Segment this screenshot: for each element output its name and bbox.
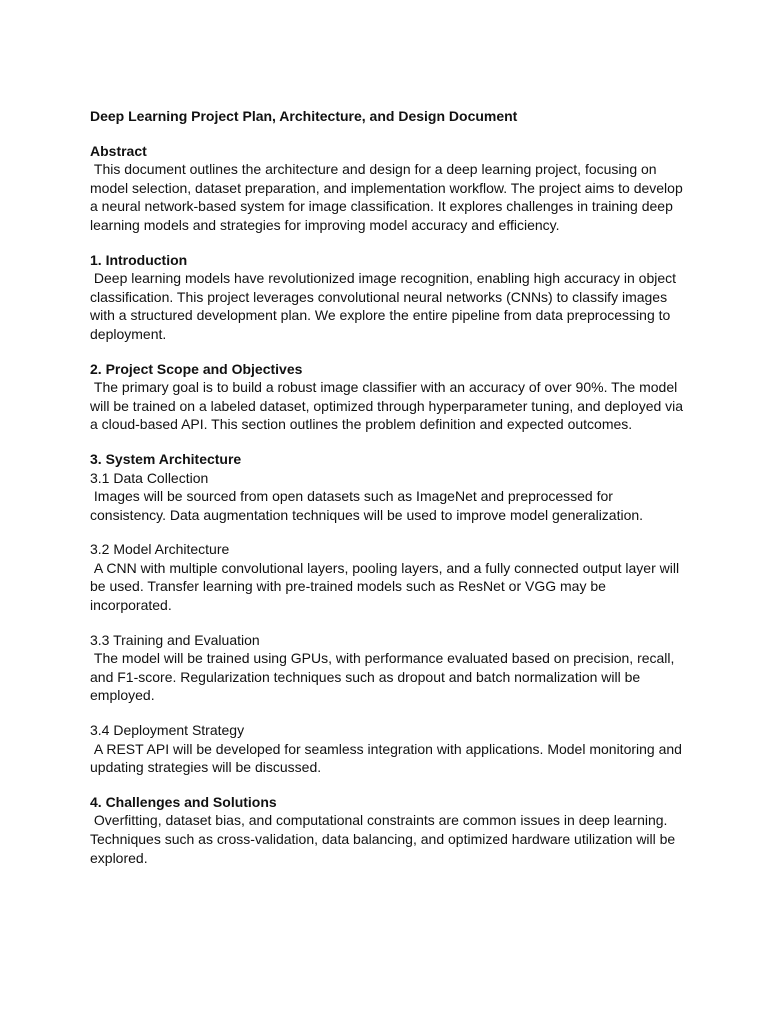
data-collection-paragraph: Images will be sourced from open datasets such as ImageNet and preprocessed for consistency. Data augmentation techniques will be used to improve model generalization. — [90, 488, 644, 523]
document-title: Deep Learning Project Plan, Architecture, and Design Document — [90, 108, 518, 124]
model-architecture-heading: 3.2 Model Architecture — [90, 541, 230, 558]
abstract-paragraph: This document outlines the architecture and design for a deep learning project, focusing on model selection, dataset preparation, and implementation workflow. The project aims to develop a neural network-based system for image classification. It explores challenges in training deep learning models and strategies for improving model accuracy and efficiency. — [90, 161, 687, 233]
introduction-heading: 1. Introduction — [90, 251, 188, 268]
document-body — [90, 107, 690, 867]
challenges-heading: 4. Challenges and Solutions — [90, 793, 277, 810]
introduction-paragraph: Deep learning models have revolutionized image recognition, enabling high accuracy in object classification. This project leverages convolutional neural networks (CNNs) to classify images with a structured development plan. We explore the entire pipeline from data preprocessing to deployment. — [90, 270, 680, 342]
data-collection-heading: 3.1 Data Collection — [90, 469, 209, 486]
deployment-strategy-paragraph: A REST API will be developed for seamless integration with applications. Model monitoring and updating strategies will be discussed. — [90, 740, 686, 776]
model-architecture-paragraph: A CNN with multiple convolutional layers, pooling layers, and a fully connected output layer will be used. Transfer learning with pre-trained models such as ResNet or VGG may be incorporated. — [90, 559, 683, 614]
deployment-strategy-heading: 3.4 Deployment Strategy — [90, 722, 245, 739]
challenges-paragraph: Overfitting, dataset bias, and computational constraints are common issues in deep learning. Techniques such as cross-validation, data balancing, and optimized hardware utilization will be explored. — [90, 812, 680, 866]
training-evaluation-paragraph: The model will be trained using GPUs, with performance evaluated based on precision, recall, and F1-score. Regularization techniques such as dropout and batch normalization will be employed. — [90, 650, 679, 704]
scope-paragraph: The primary goal is to build a robust image classifier with an accuracy of over 90%. The model will be trained on a labeled dataset, optimized through hyperparameter tuning, and deployed via a cloud-based API. This section outlines the problem definition and expected outcomes. — [90, 379, 687, 433]
abstract-heading: Abstract — [90, 142, 147, 159]
training-evaluation-heading: 3.3 Training and Evaluation — [90, 631, 260, 648]
architecture-heading: 3. System Architecture — [90, 450, 242, 467]
scope-heading: 2. Project Scope and Objectives — [90, 360, 303, 377]
